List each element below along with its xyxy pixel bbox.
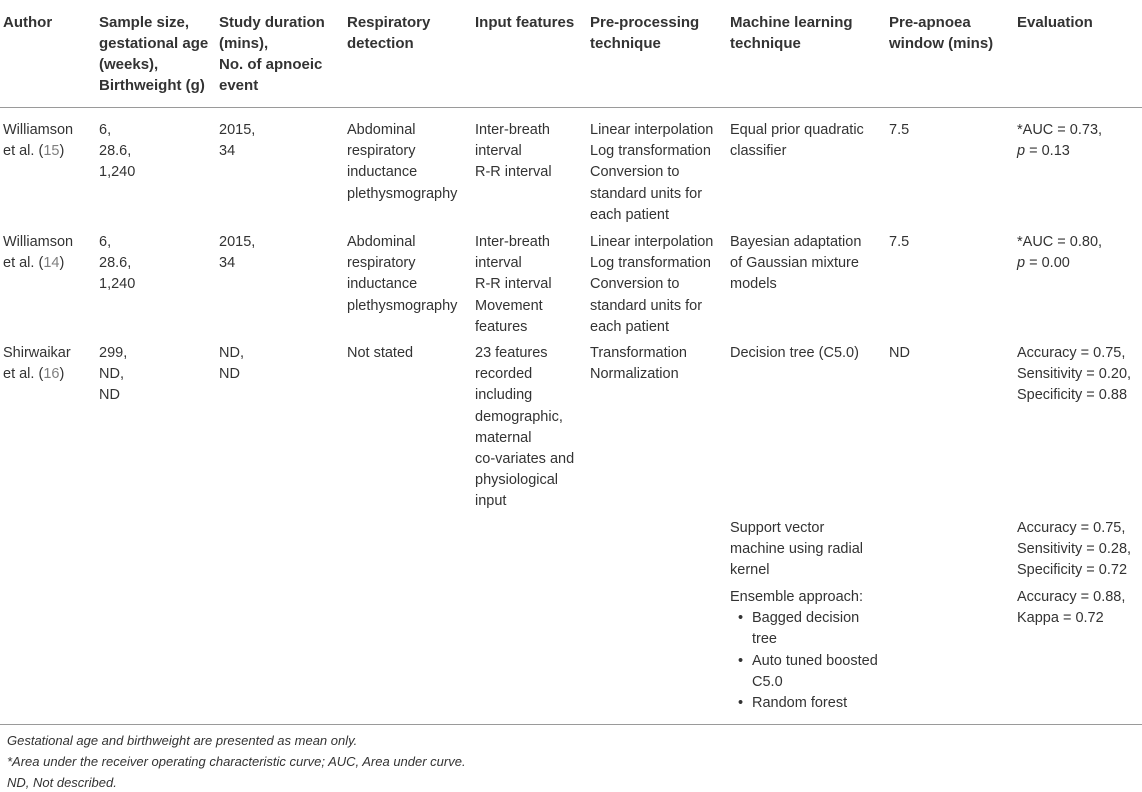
row2-duration: 2015, 34 [219,234,256,272]
svm-evaluation: Accuracy = 0.75, Sensitivity = 0.28, Specificity = 0.72 [1017,520,1132,579]
row1-preprocessing: Linear interpolation Log transformation Conversion to standard units for each patient [590,122,714,223]
row3-input: 23 features recorded including demographic, maternal co-variates and physiological input [475,345,575,510]
footnote-3: ND, Not described. [7,775,117,790]
header-input: Input features [475,14,575,31]
row1-author: Williamson et al. (15) [3,122,74,160]
row2-sample: 6, 28.6, 1,240 [99,234,136,293]
ensemble-list [730,608,878,714]
list-item: • Bagged decision tree [730,608,878,650]
header-sample: Sample size, gestational age (weeks), Birthweight (g) [99,14,209,94]
row3-evaluation: Accuracy = 0.75, Sensitivity = 0.20, Specificity = 0.88 [1017,345,1132,404]
row2-ml: Bayesian adaptation of Gaussian mixture models [730,234,862,293]
row1-ml: Equal prior quadratic classifier [730,122,864,160]
header-respiratory: Respiratory detection [347,14,431,52]
table-bottom-rule [0,724,1142,725]
reference-link[interactable]: 16 [43,366,60,383]
footnote-2: *Area under the receiver operating characteristic curve; AUC, Area under curve. [7,754,466,769]
header-preprocessing: Pre-processing technique [590,14,700,52]
row3-sample: 299, ND, ND [99,345,128,404]
reference-link[interactable]: 15 [43,143,60,160]
ensemble-evaluation: Accuracy = 0.88, Kappa = 0.72 [1017,589,1126,627]
row3-window: ND [889,345,910,361]
row2-respiratory: Abdominal respiratory inductance plethysmography [347,234,458,314]
row1-respiratory: Abdominal respiratory inductance plethysmography [347,122,458,202]
row2-author: Williamson et al. (14) [3,234,74,272]
header-evaluation: Evaluation [1017,14,1093,31]
header-divider [0,107,1142,108]
row3-ml: Decision tree (C5.0) [730,345,859,361]
footnote-1: Gestational age and birthweight are presented as mean only. [7,733,358,748]
ensemble-ml: Ensemble approach: • Bagged decision tree • Auto tuned boosted C5.0 • Random forest [730,587,878,714]
row3-preprocessing: Transformation Normalization [590,345,687,383]
row2-preprocessing: Linear interpolation Log transformation Conversion to standard units for each patient [590,234,714,335]
header-duration: Study duration (mins), No. of apnoeic event [219,14,325,94]
reference-link[interactable]: 14 [43,255,60,272]
row3-respiratory: Not stated [347,345,414,361]
row2-window: 7.5 [889,234,910,250]
row1-duration: 2015, 34 [219,122,256,160]
list-item: • Random forest [730,693,878,714]
header-window: Pre-apnoea window (mins) [889,14,994,52]
row1-input: Inter-breath interval R-R interval [475,122,552,181]
header-ml: Machine learning technique [730,14,853,52]
row3-duration: ND, ND [219,345,244,383]
row1-sample: 6, 28.6, 1,240 [99,122,136,181]
header-author: Author [3,14,53,31]
row2-input: Inter-breath interval R-R interval Movement features [475,234,552,335]
row1-evaluation: *AUC = 0.73, p = 0.13 [1017,122,1103,160]
row1-window: 7.5 [889,122,910,138]
svm-ml: Support vector machine using radial kernel [730,520,863,579]
row2-evaluation: *AUC = 0.80, p = 0.00 [1017,234,1103,272]
list-item: • Auto tuned boosted C5.0 [730,651,878,693]
row3-author: Shirwaikar et al. (16) [3,345,71,383]
